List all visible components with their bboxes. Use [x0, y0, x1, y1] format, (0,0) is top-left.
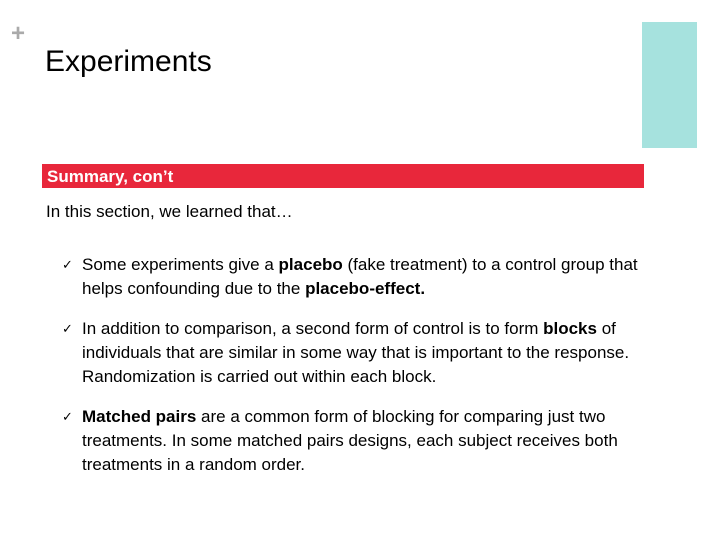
plus-mark: +	[11, 20, 26, 47]
section-banner	[41, 163, 645, 189]
bullet-text: In addition to comparison, a second form of control is to form blocks of individuals that are similar in some way that is important to the response. Randomization is carried out within each block.	[82, 319, 630, 386]
bullet-item	[62, 317, 682, 389]
slide-title: Experiments	[45, 45, 212, 78]
section-banner-label: Summary, con’t	[47, 167, 174, 186]
bullet-item	[62, 253, 682, 301]
check-icon: ✓	[62, 409, 73, 424]
bullet-list	[62, 253, 682, 477]
check-icon: ✓	[62, 257, 73, 272]
bullet-text: Some experiments give a placebo (fake treatment) to a control group that helps confounding due to the placebo-effect.	[82, 255, 638, 298]
accent-block	[642, 22, 697, 148]
check-icon: ✓	[62, 321, 73, 336]
bullet-item	[62, 405, 682, 477]
bullet-text: Matched pairs are a common form of blocking for comparing just two treatments. In some matched pairs designs, each subject receives both treatments in a random order.	[82, 407, 618, 474]
intro-text: In this section, we learned that…	[46, 202, 293, 221]
